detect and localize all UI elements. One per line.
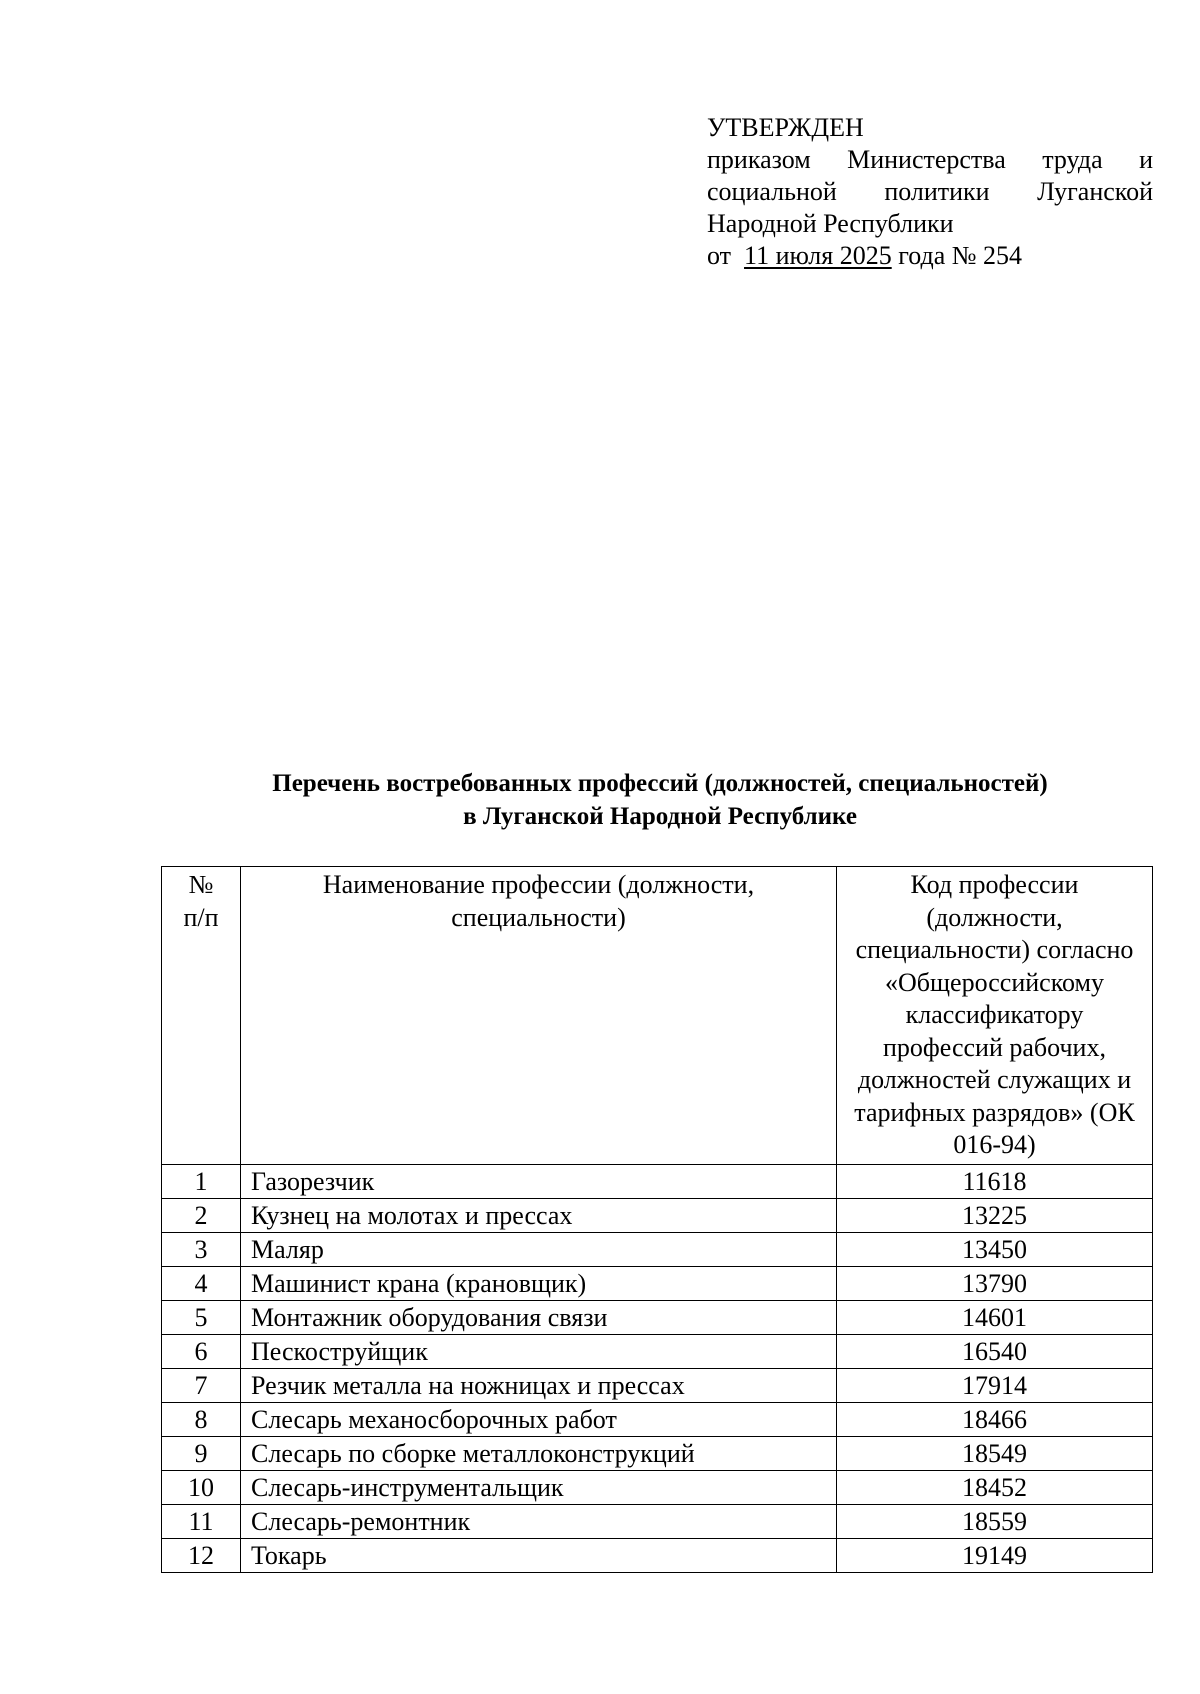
row-number: 7 [162, 1368, 241, 1402]
approval-line-3: Народной Республики [707, 209, 954, 238]
approval-line-2 [707, 176, 1153, 208]
date-prefix: от [707, 241, 732, 270]
approval-word: Луганской [1037, 177, 1153, 206]
profession-name: Монтажник оборудования связи [241, 1300, 837, 1334]
table-row [162, 1198, 1153, 1232]
table-body [162, 1164, 1153, 1572]
date-suffix: года № 254 [898, 241, 1023, 270]
row-number: 9 [162, 1436, 241, 1470]
document-title [160, 767, 1160, 833]
title-line-2: в Луганской Народной Республике [463, 803, 857, 830]
profession-code: 18559 [837, 1504, 1153, 1538]
header-num-line-1: № [188, 870, 214, 899]
profession-name: Пескоструйщик [241, 1334, 837, 1368]
table-row [162, 1164, 1153, 1198]
approval-block [707, 112, 1153, 272]
profession-code: 18452 [837, 1470, 1153, 1504]
profession-code: 19149 [837, 1538, 1153, 1572]
approval-line-1 [707, 144, 1153, 176]
profession-code: 18549 [837, 1436, 1153, 1470]
profession-code: 13225 [837, 1198, 1153, 1232]
profession-code: 17914 [837, 1368, 1153, 1402]
profession-name: Слесарь механосборочных работ [241, 1402, 837, 1436]
row-number: 5 [162, 1300, 241, 1334]
row-number: 12 [162, 1538, 241, 1572]
row-number: 11 [162, 1504, 241, 1538]
row-number: 8 [162, 1402, 241, 1436]
profession-code: 13450 [837, 1232, 1153, 1266]
profession-code: 14601 [837, 1300, 1153, 1334]
table-row [162, 1538, 1153, 1572]
profession-code: 13790 [837, 1266, 1153, 1300]
table-row [162, 1470, 1153, 1504]
profession-code: 18466 [837, 1402, 1153, 1436]
header-num-line-2: п/п [183, 902, 219, 932]
header-code: Код профессии (должности, специальности) согласно «Общероссийскому классификатору профессий рабочих, должностей служащих и тарифных разрядов» (ОК 016-94) [837, 867, 1153, 1165]
table-row [162, 1402, 1153, 1436]
table-header-row [162, 867, 1153, 1165]
profession-name: Машинист крана (крановщик) [241, 1266, 837, 1300]
approval-word: социальной [707, 177, 837, 206]
table-row [162, 1232, 1153, 1266]
profession-name: Маляр [241, 1232, 837, 1266]
table-row [162, 1504, 1153, 1538]
profession-name: Кузнец на молотах и прессах [241, 1198, 837, 1232]
row-number: 2 [162, 1198, 241, 1232]
table-row [162, 1300, 1153, 1334]
row-number: 1 [162, 1164, 241, 1198]
row-number: 4 [162, 1266, 241, 1300]
profession-name: Резчик металла на ножницах и прессах [241, 1368, 837, 1402]
approval-word: политики [884, 177, 990, 206]
table-row [162, 1266, 1153, 1300]
approval-word: Министерства [847, 145, 1006, 174]
row-number: 3 [162, 1232, 241, 1266]
professions-table [161, 866, 1153, 1573]
row-number: 10 [162, 1470, 241, 1504]
title-line-1: Перечень востребованных профессий (должностей, специальностей) [272, 770, 1048, 797]
approval-date-line [707, 240, 1153, 272]
profession-name: Слесарь-инструментальщик [241, 1470, 837, 1504]
approval-heading: УТВЕРЖДЕН [707, 113, 864, 142]
approval-word: труда [1042, 145, 1103, 174]
table-row [162, 1334, 1153, 1368]
approval-word: приказом [707, 145, 811, 174]
header-name: Наименование профессии (должности, специальности) [241, 867, 837, 1165]
professions-table-wrap [161, 866, 1152, 1573]
profession-name: Слесарь-ремонтник [241, 1504, 837, 1538]
header-num [162, 867, 241, 1165]
profession-name: Токарь [241, 1538, 837, 1572]
profession-name: Слесарь по сборке металлоконструкций [241, 1436, 837, 1470]
table-row [162, 1436, 1153, 1470]
row-number: 6 [162, 1334, 241, 1368]
profession-name: Газорезчик [241, 1164, 837, 1198]
approval-word: и [1139, 145, 1153, 174]
profession-code: 11618 [837, 1164, 1153, 1198]
approval-date: 11 июля 2025 [744, 241, 892, 270]
profession-code: 16540 [837, 1334, 1153, 1368]
table-row [162, 1368, 1153, 1402]
